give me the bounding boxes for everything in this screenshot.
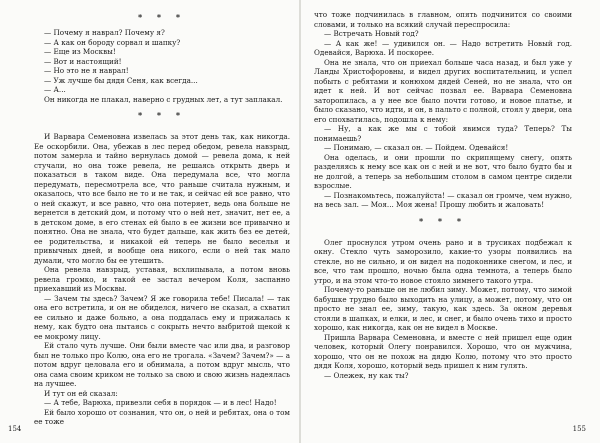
paragraph: Ей стало чуть лучше. Они были вместе час или два, и разговор был не только про Колю, она его не трогала. «Зачем? Зачем?» — а потом вдруг целовала его и обнимала, а потом вдруг мысль, что она сама своим криком не только за свою и свою жизнь надеялась на лучшее. [34,341,290,388]
section-divider: * * * [418,215,468,226]
text-block [34,132,290,427]
text-block [314,238,572,381]
paragraph: Она не знала, что он приехал больше часа назад, и был уже у Ланды Христофоровны, и видел других воспитательниц, и успел побыть с ребятами и конюхом дядей Сеней, но не знала, что он идет к ней. И вот сейчас позвал ее. Варвара Семеновна заторопилась, а у нее все было почти готово, и новое платье, и было сказано, что идти, и он, в пальто с полной, стоял у двери, она его спохватилась, подошла к нему: [314,57,572,124]
dialogue-line: — Ну, а как же мы с тобой явимся туда? Теперь? Ты понимаешь? [314,124,572,143]
dialogue-line: — Познакомьтесь, пожалуйста! — сказал он громче, чем нужно, на весь зал. — Моя... Моя жена! Прошу любить и жаловать! [314,190,572,209]
dialogue-line: — А как же! — удивился он. — Надо встретить Новый год. Одевайся, Варюха. И поскорее. [314,38,572,57]
dialogue-line: — А как он бороду сорвал и шапку? [44,37,181,47]
dialogue-line: — Вот и настоящий! [44,56,122,66]
dialogue-line: — Уж лучше бы дядя Сеня, как всегда... [44,75,198,85]
section-divider: * * * [137,110,187,120]
right-page [300,0,600,443]
paragraph: Почему-то раньше он не любил зиму. Может, потому, что зимой бабушке трудно было выходить на улицу, а может, потому, что он просто не знал ее, зиму, такую, как здесь. За окном деревья стояли в шапках, и елки, и лес, и снег, и было очень тихо и просто хорошо, как никогда, как он не видел в Москве. [314,285,572,332]
dialogue-line: — Еще из Москвы! [44,47,116,56]
dialogue-line: — Олежек, ну как ты? [324,370,409,380]
dialogue-line: — Встречать Новый год? [324,29,419,38]
dialogue-line: — А... [44,85,66,94]
dialogue-block [34,28,290,104]
section-divider: * * * [137,12,187,22]
paragraph: Пришла Варвара Семеновна, и вместе с ней пришел еще один человек, который Олегу понравился. Хорошо, что он мужчина, хорошо, что он не похож на дядю Колю, потому что это просто дядя Коля, хорошо, который ведь пришел к ним гулять. [314,332,572,370]
dialogue-line: — Понимаю, — сказал он. — Пойдем. Одевайся! [324,143,509,152]
paragraph: И тут он ей сказал: [44,388,118,398]
page-number: 154 [8,425,22,433]
paragraph: Он никогда не плакал, наверно с грудных лет, а тут заплакал. [44,94,283,104]
paragraph: что тоже подчинилась в главном, опять подчинится со своими словами, и только на всякий случай переспросила: [314,10,572,29]
paragraph: Олег проснулся утром очень рано и в трусиках подбежал к окну. Стекло чуть заморозило, какие-то узоры появились на стекле, но не сильно, и он видел на подоконнике снегом, и лес, и все, что там прошло, ночью была одна темнота, а теперь было утро, и на этом что-то новое стояло зимнего такого утра. [314,237,572,285]
page-number: 155 [572,425,586,433]
paragraph: Она ревела навзрыд, уставая, всхлипывала, а потом вновь ревела громко, и такой ее застал вечером Коля, заспанно приехавший из Москвы. [34,265,290,293]
dialogue-line: — Почему я наврал? Почему я? [44,28,165,37]
paragraph: И Варвара Семеновна извелась за этот день так, как никогда. Ее оскорбили. Она, убежав в лес перед обедом, ревела навзрыд, потом замерла и тайно вернулась домой — ревела дома, к ней стучали, но она тоже ревела, не решаясь открыть дверь и показаться в таком виде. Она передумала все, что могла передумать, пересмотрела все, что раньше считала нужным, и оказалось, что все было не то и не так, и сейчас ей все равно, что о ней скажут, и все равно, что она потеряет, ведь она больше не вернется в детский дом, и потому что о ней нет, значит, нет ее, а в детском доме, в его стенах ей было в ее жизни все привычно и понятно. Она не знала, что будет дальше, как жить без ее детей, ее родительства, и никакой ей теперь не было веселья и привычных дней, и вообще она никого, если о ней так мало думали, что могло бы ее утешить. [34,132,290,265]
paragraph: Она оделась, и они прошли по скрипящему снегу, опять разделяясь к нему все как он с ней и не вот, что было будто бы и не долгой, а теперь за небольшим столом в самом центре сидели взрослые. [314,152,572,190]
dialogue-line: — Но это не я наврал! [44,66,129,75]
paragraph: Ей было хорошо от сознания, что он, о ней и ребятах, она о том ее тоже [34,407,290,426]
text-block [314,10,572,210]
paragraph: — А тебе, Варюха, привезли себя в порядок — и в лес! Надо! [44,398,277,407]
paragraph: — Зачем ты здесь? Зачем? Я же говорила тебе! Писала! — так она его встретила, и он не обиделся, ничего не сказал, а схватил ее сильно и даже больно, а она поддалась ему и прижалась к нему, как будто она пытаясь с сокрыть нечто выбритой щекой к ее мокрому лицу. [34,293,290,341]
